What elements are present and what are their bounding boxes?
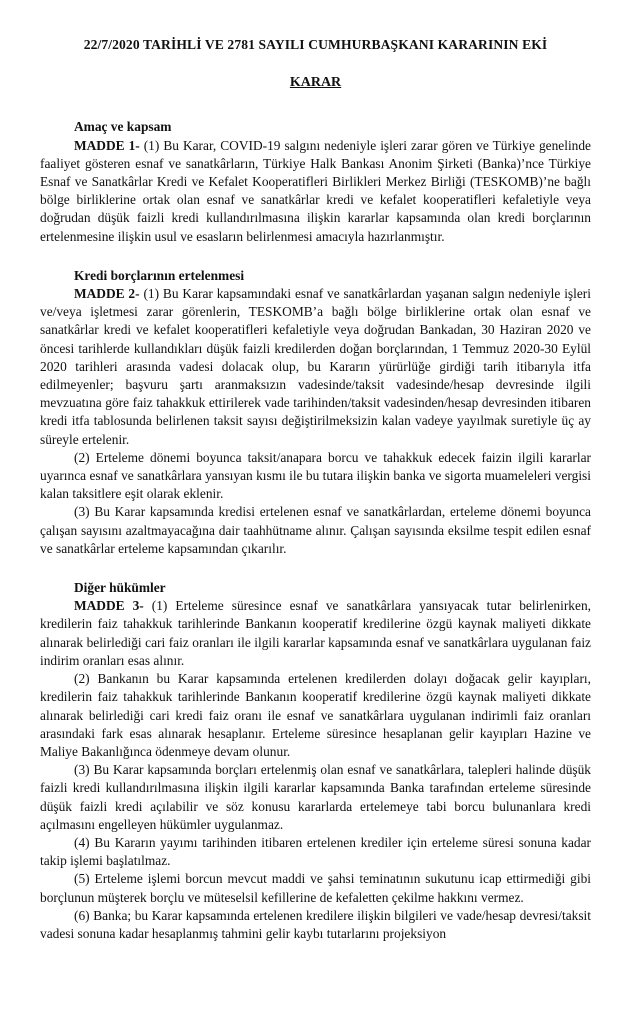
paragraph-text: (2) Erteleme dönemi boyunca taksit/anapara borcu ve tahakkuk edecek faizin ilgili kararlar uyarınca esnaf ve sanatkârlara yansıyan kısmı ile bu tutara ilişkin banka ve sigorta muameleleri vergisi kalan taksitlere eşit olarak eklenir. — [40, 449, 591, 502]
paragraph-text: (4) Bu Kararın yayımı tarihinden itibaren ertelenen krediler için erteleme süresi sonuna kadar takip işlemi başlatılmaz. — [40, 834, 591, 869]
section-kredi-borclarinin-ertelenmesi — [40, 267, 591, 558]
paragraph-text: (3) Bu Karar kapsamında kredisi ertelenen esnaf ve sanatkârlardan, erteleme dönemi boyunca çalışan sayısını azaltmayacağına dair taahhütname alınır. Çalışan sayısında eksilme tespit edilen esnaf ve sanatkârlar erteleme kapsamından çıkarılır. — [40, 504, 591, 556]
article-number: MADDE 1- — [74, 137, 140, 153]
article-paragraph — [40, 907, 591, 943]
section-heading: Kredi borçlarının ertelenmesi — [74, 267, 245, 283]
section-diger-hukumler — [40, 579, 591, 943]
article-number: MADDE 3- — [74, 598, 144, 614]
article-paragraph — [40, 137, 591, 246]
article-paragraph — [40, 285, 591, 449]
paragraph-text: (1) Bu Karar kapsamındaki esnaf ve sanatkârlardan yaşanan salgın nedeniyle işleri ve/veya işletmesi zarar görenlerin, TESKOMB’a bağlı bölge birliklerine ortak olan esnaf ve sanatkârlar kredi ve kefalet kooperatifleri kefaletiyle veya doğrudan Bankadan, 30 Haziran 2020 ve öncesi tarihlerde kullandıkları düşük faizli kredilerden doğan borçlarından, 1 Temmuz 2020-30 Eylül 2020 tarihleri arasında vadesi dolacak olup, bu Kararın yürürlüğe girdiği tarih itibarıyla itfa edilmeyenler; başvuru şartı aranmaksızın vadesinde/taksit vadesinde/hesap devresinde ilgili mevzuatına göre faiz tahakkuk ettirilerek vade tarihinden/taksit vadesinden/hesap devresinden itibaren kredi itfa tablosunda belirlenen taksit sayısı değiştirilmeksizin kalan vadeye yayılmak suretiyle üç ay süreyle ertelenir. — [40, 286, 591, 447]
article-paragraph — [40, 503, 591, 558]
paragraph-text: (3) Bu Karar kapsamında borçları ertelenmiş olan esnaf ve sanatkârlara, talepleri halinde düşük faizli kredi kullandırılmasına ilişkin ilgili kararlar kapsamında Banka tarafından erteleme süresinde düşük faizli kredi açılabilir ve söz konusu kararlarda ertelemeye tabi borcu bulunanlara kredi açılmasını engelleyen hükümler uygulanmaz. — [40, 762, 591, 832]
paragraph-text: (6) Banka; bu Karar kapsamında ertelenen kredilere ilişkin bilgileri ve vade/hesap devresi/taksit vadesi sonuna kadar hesaplanmış tahmini gelir kaybı tutarlarını projeksiyon — [40, 907, 591, 941]
article-paragraph — [40, 834, 591, 870]
article-paragraph — [40, 870, 591, 906]
article-paragraph — [40, 597, 591, 670]
section-amac-ve-kapsam — [40, 118, 591, 245]
document-subtitle: KARAR — [289, 75, 342, 91]
paragraph-text: (1) Bu Karar, COVID-19 salgını nedeniyle işleri zarar gören ve Türkiye genelinde faaliyet gösteren esnaf ve sanatkârların, Türkiye Halk Bankası Anonim Şirketi (Banka)’nce Türkiye Esnaf ve Sanatkârlar Kredi ve Kefalet Kooperatifleri Birlikleri Merkez Birliği (TESKOMB)’ne bağlı bölge birliklerine ortak olan esnaf ve sanatkârlar kredi ve kefalet kooperatifleri kefaletiyle veya doğrudan düşük faizli kredi kullandırılmasına ilişkin kararlar kapsamında olan kredi borçlarının ertelenmesine ilişkin usul ve esasların belirlenmesi amacıyla hazırlanmıştır. — [40, 137, 591, 244]
section-heading: Amaç ve kapsam — [74, 119, 172, 135]
article-paragraph — [40, 670, 591, 761]
document-title: 22/7/2020 TARİHLİ VE 2781 SAYILI CUMHURBAŞKANI KARARININ EKİ — [83, 37, 548, 52]
paragraph-text: (5) Erteleme işlemi borcun mevcut maddi ve şahsi teminatının sukutunu icap ettirmediği gibi borçlunun müşterek borçlu ve müteselsil kefillerine de kefaletten çekilme hakkını vermez. — [40, 871, 591, 905]
article-paragraph — [40, 449, 591, 504]
paragraph-text: (2) Bankanın bu Karar kapsamında ertelenen kredilerden dolayı doğacak gelir kayıpları, kredilerin faiz tahakkuk tarihlerinde Bankanın kooperatif kredilerine özgü kaynak maliyeti dikkate alınarak belirlediği cari kredi faiz oranı ile esnaf ve sanatkârlara uygulanan indirimli faiz oranları arasındaki fark esas alınarak hesaplanır. Erteleme süresince hesaplanan gelir kayıpları Hazine ve Maliye Bakanlığınca ödenmeye devam olunur. — [40, 671, 591, 759]
paragraph-text: (1) Erteleme süresince esnaf ve sanatkârlara yansıyacak tutar belirlenirken, kredilerin faiz tahakkuk tarihlerinde Bankanın kooperatif kredilerine özgü kaynak maliyeti dikkate alınarak belirlediği cari faiz oranları ile ilgili kararlar kapsamında esnaf ve sanatkârlara uygulanan faiz indirim oranları esas alınır. — [40, 598, 591, 668]
article-number: MADDE 2- — [74, 286, 140, 302]
article-paragraph — [40, 761, 591, 834]
section-heading: Diğer hükümler — [74, 580, 166, 596]
